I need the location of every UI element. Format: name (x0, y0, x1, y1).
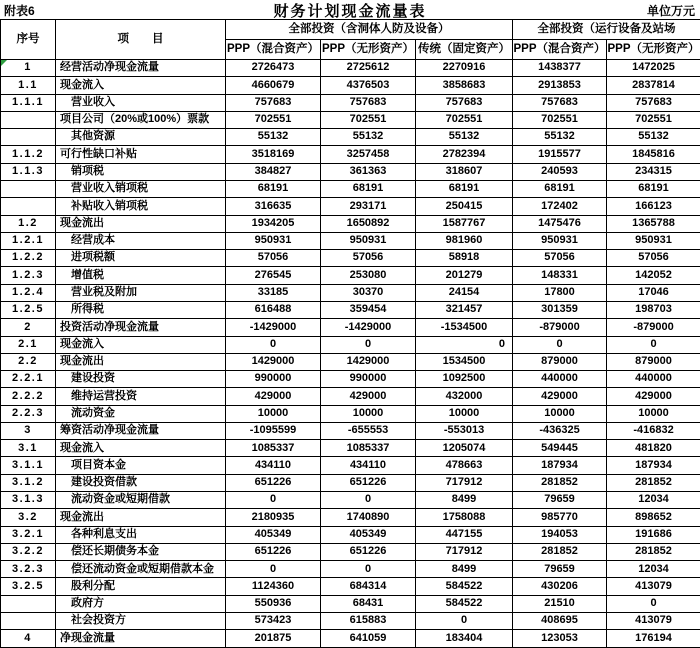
row-value: 405349 (321, 526, 416, 543)
row-item-label: 现金流出 (56, 509, 226, 526)
row-value: 0 (513, 336, 607, 353)
row-value: 240593 (513, 163, 607, 180)
row-value: 2725612 (321, 60, 416, 77)
row-value: 0 (607, 336, 700, 353)
table-row (1, 180, 700, 197)
row-value: 57056 (607, 250, 700, 267)
row-value: 615883 (321, 613, 416, 630)
row-value: 702551 (607, 111, 700, 128)
row-serial (1, 111, 56, 128)
row-value: 651226 (226, 543, 321, 560)
row-value: 8499 (416, 561, 513, 578)
row-item-label: 增值税 (56, 267, 226, 284)
row-value: 1845816 (607, 146, 700, 163)
row-value: 17800 (513, 284, 607, 301)
row-item-label: 现金流入 (56, 77, 226, 94)
row-value: 413079 (607, 613, 700, 630)
row-value: 1124360 (226, 578, 321, 595)
row-item-label: 可行性缺口补贴 (56, 146, 226, 163)
row-value: 981960 (416, 232, 513, 249)
row-value: 8499 (416, 492, 513, 509)
row-value: 1085337 (226, 440, 321, 457)
table-row (1, 353, 700, 370)
row-serial: 2.1 (1, 336, 56, 353)
row-serial: 1 (1, 60, 56, 77)
table-row (1, 129, 700, 146)
table-row (1, 94, 700, 111)
row-serial: 3.2.5 (1, 578, 56, 595)
row-value: -416832 (607, 422, 700, 439)
row-value: 950931 (513, 232, 607, 249)
row-value: 1534500 (416, 353, 513, 370)
row-value: 0 (226, 336, 321, 353)
row-value: 0 (321, 336, 416, 353)
row-value: 429000 (513, 388, 607, 405)
row-value: 702551 (226, 111, 321, 128)
row-value: 187934 (513, 457, 607, 474)
row-value: 757683 (226, 94, 321, 111)
row-value: 166123 (607, 198, 700, 215)
row-value: 440000 (607, 371, 700, 388)
row-value: 1934205 (226, 215, 321, 232)
row-value: 432000 (416, 388, 513, 405)
row-serial (1, 198, 56, 215)
row-value: 447155 (416, 526, 513, 543)
row-value: 1758088 (416, 509, 513, 526)
row-value: 183404 (416, 630, 513, 648)
row-value: -655553 (321, 422, 416, 439)
row-value: 0 (226, 492, 321, 509)
row-value: 234315 (607, 163, 700, 180)
row-item-label: 建设投资 (56, 371, 226, 388)
table-row (1, 163, 700, 180)
row-value: 1650892 (321, 215, 416, 232)
row-value: 1429000 (321, 353, 416, 370)
row-value: 1915577 (513, 146, 607, 163)
header-serial: 序号 (1, 20, 56, 60)
table-row (1, 440, 700, 457)
row-item-label: 维持运营投资 (56, 388, 226, 405)
row-value: 24154 (416, 284, 513, 301)
row-value: 434110 (226, 457, 321, 474)
row-value: 142052 (607, 267, 700, 284)
row-value: 191686 (607, 526, 700, 543)
row-value: -553013 (416, 422, 513, 439)
row-serial: 3.1.3 (1, 492, 56, 509)
row-value: 10000 (416, 405, 513, 422)
header-ppp-intangible-1: PPP（无形资产） (321, 40, 416, 60)
row-value: 10000 (607, 405, 700, 422)
row-value: 549445 (513, 440, 607, 457)
row-item-label: 经营成本 (56, 232, 226, 249)
row-value: 1092500 (416, 371, 513, 388)
table-row (1, 526, 700, 543)
row-value: 1475476 (513, 215, 607, 232)
table-row (1, 111, 700, 128)
table-row (1, 336, 700, 353)
table-row (1, 457, 700, 474)
header-group-total-investment-equipment: 全部投资（运行设备及站场 (513, 20, 700, 40)
row-item-label: 经营活动净现金流量 (56, 60, 226, 77)
row-value: -1429000 (226, 319, 321, 336)
row-value: 321457 (416, 301, 513, 318)
row-value: 1205074 (416, 440, 513, 457)
row-value: 3518169 (226, 146, 321, 163)
row-value: 1740890 (321, 509, 416, 526)
row-serial: 1.2.1 (1, 232, 56, 249)
row-serial: 3.2.3 (1, 561, 56, 578)
cash-flow-table (0, 19, 700, 648)
row-value: 55132 (513, 129, 607, 146)
row-value: 12034 (607, 561, 700, 578)
row-value: 717912 (416, 543, 513, 560)
row-value: 57056 (226, 250, 321, 267)
table-row (1, 250, 700, 267)
row-value: 194053 (513, 526, 607, 543)
row-serial (1, 613, 56, 630)
row-value: 17046 (607, 284, 700, 301)
row-value: 2782394 (416, 146, 513, 163)
row-item-label: 现金流入 (56, 440, 226, 457)
table-row (1, 422, 700, 439)
row-value: 651226 (226, 474, 321, 491)
row-value: 201279 (416, 267, 513, 284)
row-value: 2180935 (226, 509, 321, 526)
row-value: 281852 (513, 474, 607, 491)
row-value: 478663 (416, 457, 513, 474)
row-value: 0 (416, 613, 513, 630)
table-row (1, 474, 700, 491)
row-value: 898652 (607, 509, 700, 526)
row-serial: 2 (1, 319, 56, 336)
row-item-label: 营业收入 (56, 94, 226, 111)
row-value: 0 (321, 561, 416, 578)
row-value: 2837814 (607, 77, 700, 94)
row-value: 879000 (607, 353, 700, 370)
row-value: 950931 (321, 232, 416, 249)
table-row (1, 232, 700, 249)
row-value: 405349 (226, 526, 321, 543)
row-item-label: 政府方 (56, 595, 226, 612)
row-value: 757683 (513, 94, 607, 111)
row-value: 1085337 (321, 440, 416, 457)
row-value: 584522 (416, 578, 513, 595)
row-item-label: 进项税额 (56, 250, 226, 267)
header-group-total-investment-cavern: 全部投资（含洞体人防及设备） (226, 20, 513, 40)
row-item-label: 其他资源 (56, 129, 226, 146)
row-value: 950931 (226, 232, 321, 249)
row-serial: 1.2.3 (1, 267, 56, 284)
row-value: 21510 (513, 595, 607, 612)
row-value: 702551 (321, 111, 416, 128)
row-serial: 3.2.1 (1, 526, 56, 543)
row-value: 440000 (513, 371, 607, 388)
sheet-label: 附表6 (4, 4, 35, 18)
row-value: 3858683 (416, 77, 513, 94)
row-value: 429000 (226, 388, 321, 405)
row-value: 68191 (226, 180, 321, 197)
row-item-label: 偿还流动资金或短期借款本金 (56, 561, 226, 578)
row-value: 1438377 (513, 60, 607, 77)
row-value: 1365788 (607, 215, 700, 232)
row-serial: 3.2.2 (1, 543, 56, 560)
table-row (1, 492, 700, 509)
header-ppp-mixed-1: PPP（混合资产） (226, 40, 321, 60)
header-item: 项 目 (56, 20, 226, 60)
row-item-label: 补贴收入销项税 (56, 198, 226, 215)
row-value: 757683 (416, 94, 513, 111)
row-serial: 2.2.2 (1, 388, 56, 405)
row-value: 68191 (321, 180, 416, 197)
table-row (1, 543, 700, 560)
row-value: -879000 (513, 319, 607, 336)
row-value: 55132 (607, 129, 700, 146)
row-value: 55132 (226, 129, 321, 146)
row-value: 10000 (321, 405, 416, 422)
row-serial: 2.2 (1, 353, 56, 370)
row-item-label: 投资活动净现金流量 (56, 319, 226, 336)
table-row (1, 215, 700, 232)
row-value: 434110 (321, 457, 416, 474)
table-row (1, 613, 700, 630)
table-row (1, 284, 700, 301)
row-serial: 2.2.3 (1, 405, 56, 422)
row-value: 301359 (513, 301, 607, 318)
row-serial: 1.1.3 (1, 163, 56, 180)
table-row (1, 198, 700, 215)
row-value: 68431 (321, 595, 416, 612)
row-item-label: 偿还长期债务本金 (56, 543, 226, 560)
row-item-label: 所得税 (56, 301, 226, 318)
row-value: 384827 (226, 163, 321, 180)
row-value: 429000 (321, 388, 416, 405)
row-value: 10000 (513, 405, 607, 422)
row-value: 201875 (226, 630, 321, 648)
row-value: 123053 (513, 630, 607, 648)
row-value: 757683 (321, 94, 416, 111)
row-value: 316635 (226, 198, 321, 215)
row-value: 68191 (607, 180, 700, 197)
table-body (1, 60, 700, 648)
row-value: 3257458 (321, 146, 416, 163)
row-value: 2913853 (513, 77, 607, 94)
row-item-label: 社会投资方 (56, 613, 226, 630)
row-serial: 3.1.2 (1, 474, 56, 491)
table-header (1, 20, 700, 60)
row-value: 684314 (321, 578, 416, 595)
row-serial: 3 (1, 422, 56, 439)
row-serial: 3.1 (1, 440, 56, 457)
row-value: 318607 (416, 163, 513, 180)
row-item-label: 项目公司（20%或100%）票款 (56, 111, 226, 128)
row-value: 717912 (416, 474, 513, 491)
row-item-label: 流动资金 (56, 405, 226, 422)
row-value: 281852 (607, 474, 700, 491)
row-item-label: 净现金流量 (56, 630, 226, 648)
row-value: 413079 (607, 578, 700, 595)
row-value: 281852 (513, 543, 607, 560)
row-value: -1534500 (416, 319, 513, 336)
row-value: 616488 (226, 301, 321, 318)
row-value: 10000 (226, 405, 321, 422)
row-serial: 1.2 (1, 215, 56, 232)
table-row (1, 146, 700, 163)
table-row (1, 319, 700, 336)
row-value: 1587767 (416, 215, 513, 232)
table-row (1, 77, 700, 94)
row-value: 430206 (513, 578, 607, 595)
row-value: 293171 (321, 198, 416, 215)
row-value: 651226 (321, 474, 416, 491)
row-value: 429000 (607, 388, 700, 405)
table-row (1, 578, 700, 595)
table-row (1, 388, 700, 405)
row-value: 57056 (321, 250, 416, 267)
title-bar (0, 0, 700, 19)
row-value: 985770 (513, 509, 607, 526)
row-serial: 1.1 (1, 77, 56, 94)
row-item-label: 各种利息支出 (56, 526, 226, 543)
table-row (1, 60, 700, 77)
row-value: 0 (416, 336, 513, 353)
table-row (1, 630, 700, 648)
cell-error-marker-icon (1, 60, 7, 66)
row-value: 68191 (416, 180, 513, 197)
row-item-label: 筹资活动净现金流量 (56, 422, 226, 439)
row-value: 198703 (607, 301, 700, 318)
row-item-label: 营业收入销项税 (56, 180, 226, 197)
header-ppp-mixed-2: PPP（混合资产） (513, 40, 607, 60)
row-item-label: 销项税 (56, 163, 226, 180)
row-value: 879000 (513, 353, 607, 370)
row-value: 2726473 (226, 60, 321, 77)
row-value: -1095599 (226, 422, 321, 439)
row-value: 4660679 (226, 77, 321, 94)
row-value: 0 (321, 492, 416, 509)
page-title: 财务计划现金流量表 (273, 3, 427, 20)
row-item-label: 股利分配 (56, 578, 226, 595)
row-item-label: 项目资本金 (56, 457, 226, 474)
row-value: 68191 (513, 180, 607, 197)
row-value: 55132 (416, 129, 513, 146)
row-value: 702551 (513, 111, 607, 128)
row-value: 359454 (321, 301, 416, 318)
row-value: 702551 (416, 111, 513, 128)
row-value: 58918 (416, 250, 513, 267)
row-item-label: 现金流入 (56, 336, 226, 353)
table-row (1, 595, 700, 612)
row-item-label: 现金流出 (56, 215, 226, 232)
row-value: 79659 (513, 561, 607, 578)
table-row (1, 371, 700, 388)
row-value: 12034 (607, 492, 700, 509)
row-value: 55132 (321, 129, 416, 146)
row-value: 1429000 (226, 353, 321, 370)
row-serial: 1.1.1 (1, 94, 56, 111)
row-value: 148331 (513, 267, 607, 284)
row-serial: 1.1.2 (1, 146, 56, 163)
row-value: 253080 (321, 267, 416, 284)
row-value: 0 (607, 595, 700, 612)
row-value: -879000 (607, 319, 700, 336)
row-value: -436325 (513, 422, 607, 439)
row-value: 250415 (416, 198, 513, 215)
row-serial: 2.2.1 (1, 371, 56, 388)
row-item-label: 营业税及附加 (56, 284, 226, 301)
header-ppp-intangible-2: PPP（无形资产） (607, 40, 700, 60)
row-value: 281852 (607, 543, 700, 560)
row-value: 176194 (607, 630, 700, 648)
row-serial (1, 595, 56, 612)
row-value: 481820 (607, 440, 700, 457)
row-serial: 1.2.2 (1, 250, 56, 267)
row-value: 276545 (226, 267, 321, 284)
table-row (1, 405, 700, 422)
row-value: 990000 (226, 371, 321, 388)
row-value: -1429000 (321, 319, 416, 336)
row-value: 79659 (513, 492, 607, 509)
row-serial: 1.2.4 (1, 284, 56, 301)
row-value: 641059 (321, 630, 416, 648)
row-serial: 1.2.5 (1, 301, 56, 318)
row-value: 187934 (607, 457, 700, 474)
row-value: 172402 (513, 198, 607, 215)
table-row (1, 561, 700, 578)
row-value: 33185 (226, 284, 321, 301)
row-value: 408695 (513, 613, 607, 630)
row-value: 57056 (513, 250, 607, 267)
row-value: 573423 (226, 613, 321, 630)
table-row (1, 267, 700, 284)
row-value: 584522 (416, 595, 513, 612)
unit-label: 单位万元 (646, 4, 695, 18)
row-item-label: 流动资金或短期借款 (56, 492, 226, 509)
row-serial (1, 180, 56, 197)
row-value: 2270916 (416, 60, 513, 77)
row-value: 361363 (321, 163, 416, 180)
row-value: 550936 (226, 595, 321, 612)
row-item-label: 建设投资借款 (56, 474, 226, 491)
row-value: 1472025 (607, 60, 700, 77)
row-value: 0 (226, 561, 321, 578)
row-serial (1, 129, 56, 146)
row-value: 651226 (321, 543, 416, 560)
header-traditional-fixed: 传统（固定资产） (416, 40, 513, 60)
row-item-label: 现金流出 (56, 353, 226, 370)
row-serial: 4 (1, 630, 56, 648)
row-value: 4376503 (321, 77, 416, 94)
row-serial: 3.1.1 (1, 457, 56, 474)
table-row (1, 301, 700, 318)
row-value: 950931 (607, 232, 700, 249)
row-value: 757683 (607, 94, 700, 111)
row-value: 30370 (321, 284, 416, 301)
row-value: 990000 (321, 371, 416, 388)
table-row (1, 509, 700, 526)
row-serial: 3.2 (1, 509, 56, 526)
